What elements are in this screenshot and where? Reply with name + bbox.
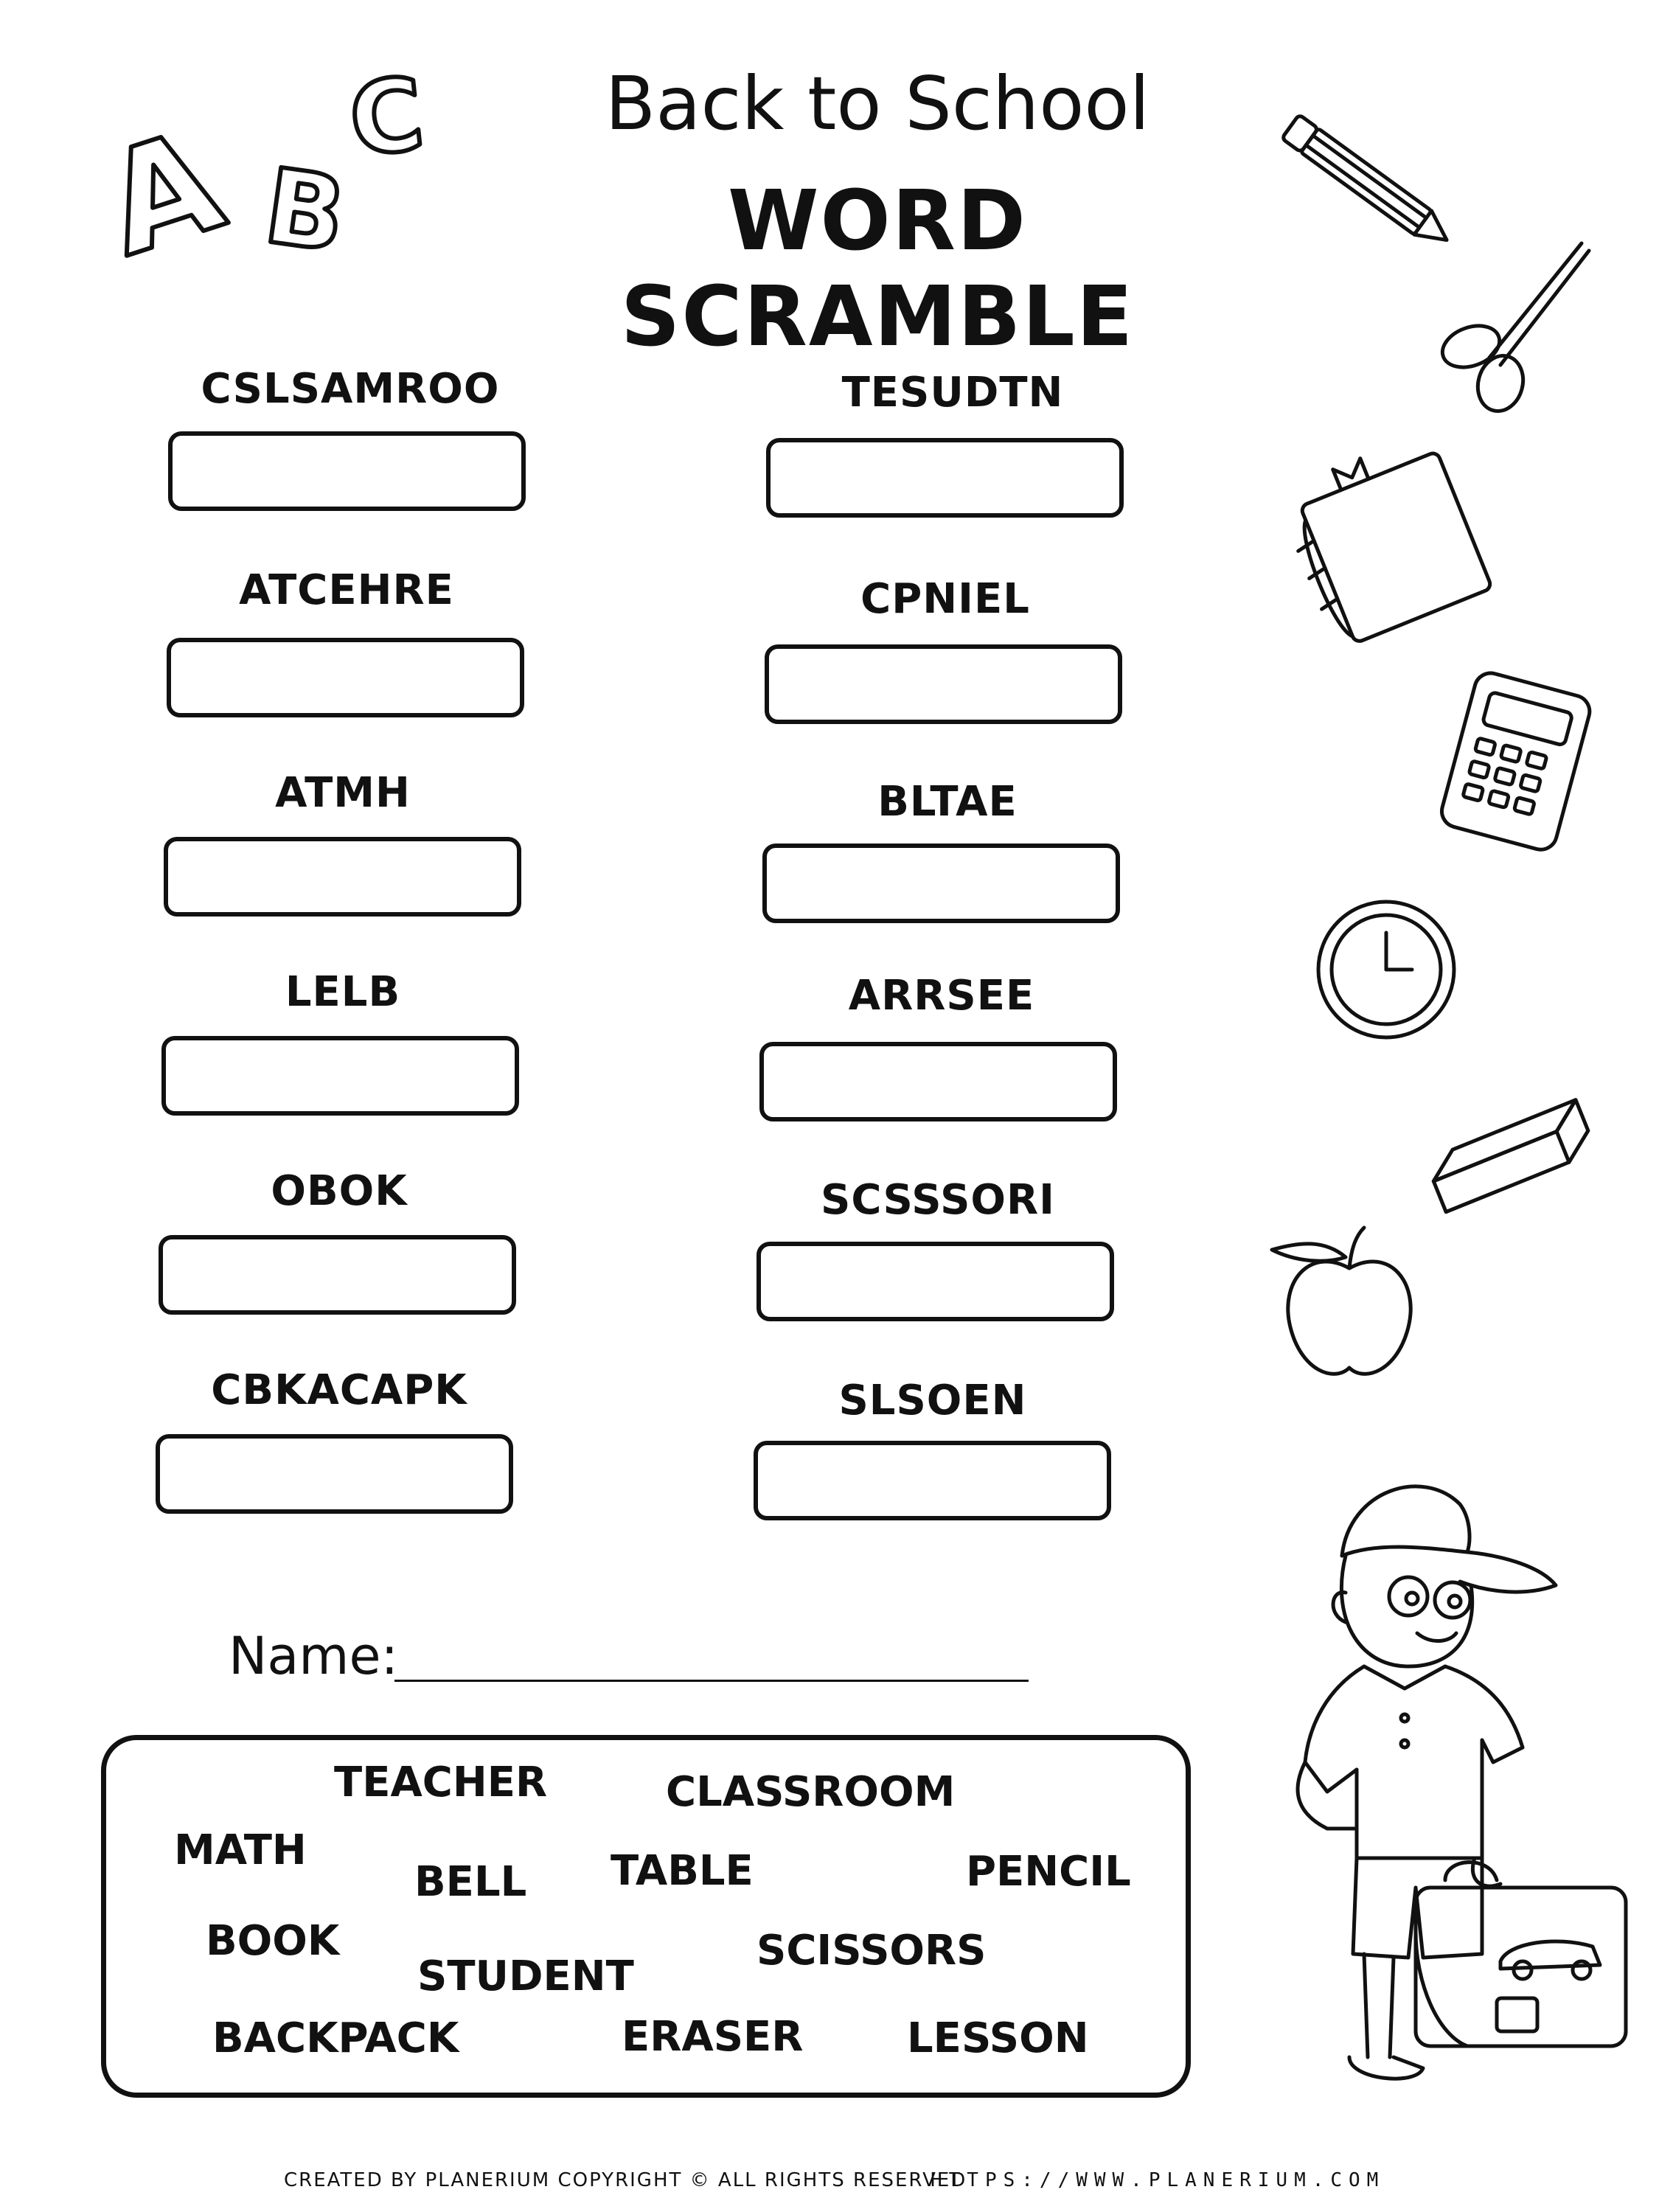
page-subtitle: Back to School — [605, 60, 1150, 147]
word-bank-item: TABLE — [611, 1847, 754, 1895]
answer-box-5[interactable] — [159, 1235, 516, 1315]
answer-box-8[interactable] — [765, 644, 1122, 724]
scrambled-word-11: SCSSSORI — [821, 1176, 1055, 1224]
abc-letters-illustration — [86, 52, 479, 288]
name-input-line[interactable] — [394, 1680, 1029, 1682]
word-bank-item: LESSON — [907, 2014, 1089, 2062]
scrambled-word-6: CBKACAPK — [211, 1366, 467, 1414]
word-bank-item: BOOK — [206, 1917, 340, 1965]
answer-box-3[interactable] — [164, 837, 521, 917]
letter-c: C — [344, 55, 429, 179]
scrambled-word-2: ATCEHRE — [239, 566, 454, 614]
scissors-icon — [1430, 236, 1593, 406]
answer-box-6[interactable] — [156, 1434, 513, 1514]
scrambled-word-4: LELB — [285, 968, 401, 1016]
word-bank-item: SCISSORS — [757, 1927, 987, 1975]
calculator-icon — [1438, 675, 1593, 852]
letter-b: B — [257, 146, 352, 276]
answer-box-1[interactable] — [168, 431, 526, 511]
word-bank-item: CLASSROOM — [666, 1768, 956, 1816]
word-bank-item: MATH — [174, 1826, 307, 1874]
word-bank-item: BELL — [414, 1858, 527, 1906]
apple-icon — [1265, 1217, 1434, 1386]
scrambled-word-10: ARRSEE — [848, 972, 1035, 1020]
name-label: Name: — [229, 1626, 399, 1686]
answer-box-11[interactable] — [757, 1242, 1114, 1321]
footer-credit: CREATED BY PLANERIUM COPYRIGHT © ALL RIGHTS RESERVED — [284, 2169, 967, 2191]
book-icon — [1294, 442, 1508, 656]
scrambled-word-8: CPNIEL — [860, 575, 1030, 623]
scrambled-word-7: TESUDTN — [841, 369, 1064, 417]
word-bank-item: ERASER — [622, 2013, 804, 2061]
scrambled-word-1: CSLSAMROO — [201, 365, 500, 413]
eraser-icon — [1416, 1091, 1607, 1224]
scrambled-word-12: SLSOEN — [838, 1377, 1027, 1425]
word-bank-item: TEACHER — [334, 1759, 548, 1806]
word-bank-item: STUDENT — [417, 1952, 634, 2000]
scrambled-word-5: OBOK — [271, 1167, 408, 1215]
answer-box-4[interactable] — [161, 1036, 519, 1116]
word-bank-item: BACKPACK — [212, 2014, 459, 2062]
answer-box-7[interactable] — [766, 438, 1124, 518]
answer-box-9[interactable] — [762, 844, 1120, 923]
answer-box-12[interactable] — [754, 1441, 1111, 1520]
clock-icon — [1309, 892, 1464, 1047]
student-boy-illustration — [1246, 1445, 1630, 2153]
footer-url[interactable]: HTTPS://WWW.PLANERIUM.COM — [931, 2169, 1385, 2191]
word-bank-item: PENCIL — [966, 1848, 1131, 1896]
answer-box-10[interactable] — [759, 1042, 1117, 1121]
letter-a: A — [86, 99, 240, 288]
scrambled-word-3: ATMH — [275, 769, 411, 817]
page-title: WORD SCRAMBLE — [620, 173, 1135, 365]
scrambled-word-9: BLTAE — [877, 778, 1018, 826]
answer-box-2[interactable] — [167, 638, 524, 717]
